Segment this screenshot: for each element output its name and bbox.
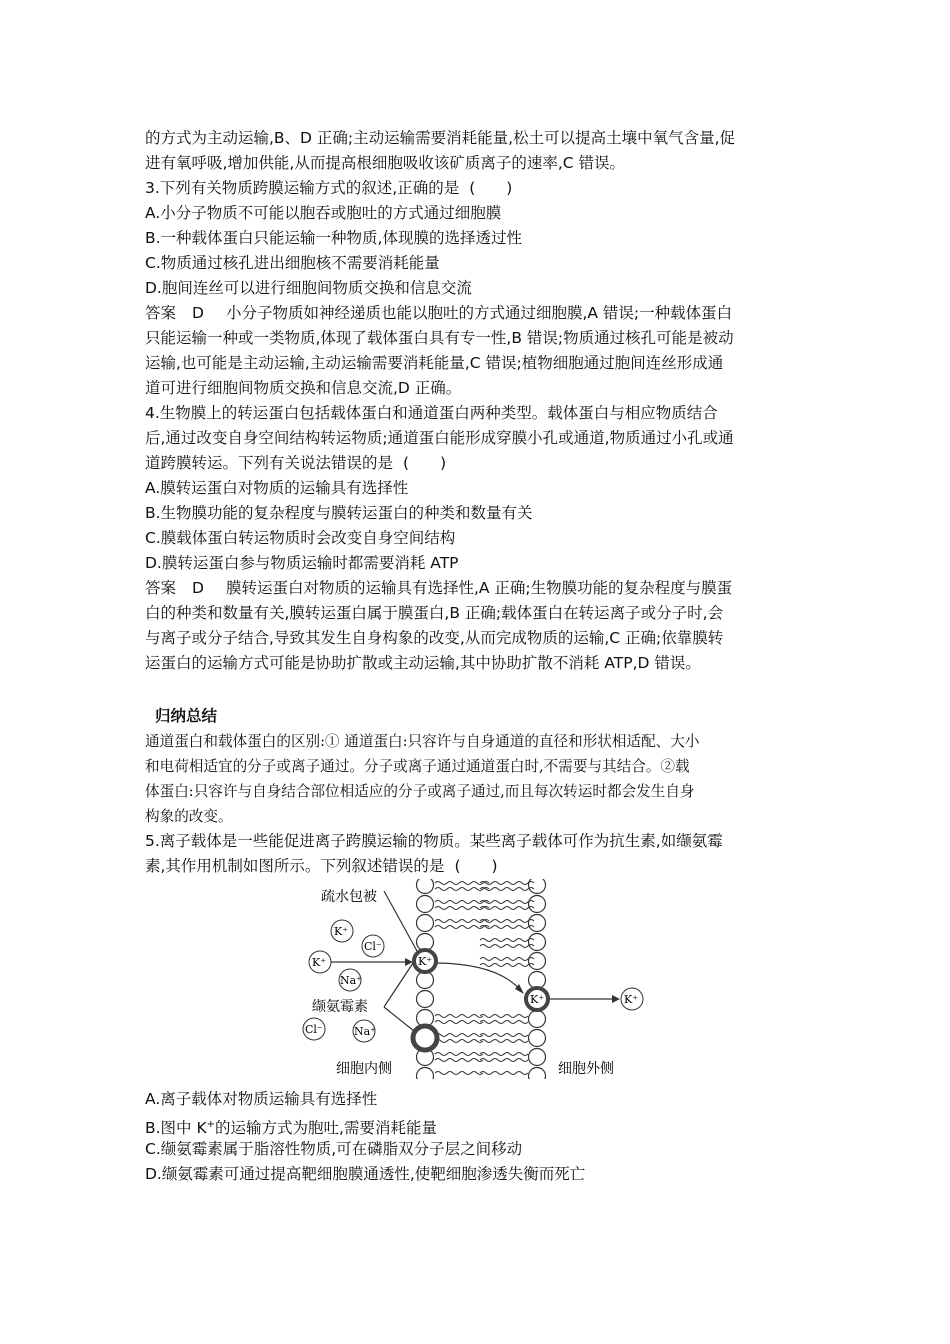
q3-option-c: C.物质通过核孔进出细胞核不需要消耗能量 (145, 254, 440, 272)
document-page (145, 126, 810, 1187)
ion-k-in-carrier-right: K⁺ (530, 993, 545, 1006)
q4-blank: ( ) (403, 454, 447, 472)
q4-explanation-2: 白的种类和数量有关,膜转运蛋白属于膜蛋白,B 正确;载体蛋白在转运离子或分子时,会 (145, 604, 724, 622)
pointer-valinomycin-1 (384, 963, 413, 1007)
label-hydrophobic: 疏水包被 (321, 889, 377, 905)
q3-explanation-1: 小分子物质如神经递质也能以胞吐的方式通过细胞膜,A 错误;一种载体蛋白 (225, 304, 733, 322)
q4-option-c: C.膜载体蛋白转运物质时会改变自身空间结构 (145, 529, 456, 547)
summary-title: 归纳总结 (155, 707, 218, 725)
ion-na-2: Na⁺ (354, 1025, 376, 1038)
prev-answer-line-2: 进有氧呼吸,增加供能,从而提高根细胞吸收该矿质离子的速率,C 错误。 (145, 154, 626, 172)
q3-explanation-3: 运输,也可能是主动运输,主动运输需要消耗能量,C 错误;植物细胞通过胞间连丝形成通 (145, 354, 724, 372)
pointer-hydrophobic (384, 891, 417, 951)
q3-answer (145, 301, 810, 326)
q4-stem-1: 4.生物膜上的转运蛋白包括载体蛋白和通道蛋白两种类型。载体蛋白与相应物质结合 (145, 404, 718, 422)
ion-k-1: K⁺ (334, 925, 349, 938)
q3-option-d: D.胞间连丝可以进行细胞间物质交换和信息交流 (145, 279, 472, 297)
q3-stem (145, 176, 810, 201)
q5-stem-2-text: 素,其作用机制如图所示。下列叙述错误的是 (145, 857, 445, 875)
summary-line-3: 体蛋白:只容许与自身结合部位相适应的分子或离子通过,而且每次转运时都会发生自身 (145, 783, 695, 800)
arrow-carrier-move (437, 963, 522, 992)
ion-cl-1: Cl⁻ (364, 940, 382, 953)
ion-na-1: Na⁺ (340, 974, 362, 987)
label-inside: 细胞内侧 (336, 1061, 392, 1077)
lipid-tails (435, 882, 534, 1075)
valinomycin-figure (145, 879, 810, 1079)
q4-option-b: B.生物膜功能的复杂程度与膜转运蛋白的种类和数量有关 (145, 504, 533, 522)
ion-cl-2: Cl⁻ (305, 1023, 323, 1036)
membrane-right-heads (529, 879, 546, 1079)
label-valinomycin: 缬氨霉素 (312, 999, 368, 1015)
q5-option-a: A.离子载体对物质运输具有选择性 (145, 1090, 378, 1108)
prev-answer-line-1: 的方式为主动运输,B、D 正确;主动运输需要消耗能量,松土可以提高土壤中氧气含量,促 (145, 129, 736, 147)
q5-stem-2 (145, 854, 810, 879)
q3-answer-label: 答案 (145, 304, 177, 322)
q4-option-d: D.膜转运蛋白参与物质运输时都需要消耗 ATP (145, 554, 459, 572)
q4-stem-3 (145, 451, 810, 476)
summary-line-2: 和电荷相适宜的分子或离子通过。分子或离子通过通道蛋白时,不需要与其结合。②载 (145, 758, 690, 775)
q5-option-b-sup: + (206, 1119, 216, 1130)
q4-option-a: A.膜转运蛋白对物质的运输具有选择性 (145, 479, 409, 497)
summary-line-4: 构象的改变。 (145, 808, 233, 825)
q4-answer (145, 576, 810, 601)
summary-line-1: 通道蛋白和载体蛋白的区别:① 通道蛋白:只容许与自身通道的直径和形状相适配、大小 (145, 733, 700, 750)
q5-option-d: D.缬氨霉素可通过提高靶细胞膜通透性,使靶细胞渗透失衡而死亡 (145, 1165, 586, 1183)
q3-stem-text: 3.下列有关物质跨膜运输方式的叙述,正确的是 (145, 179, 460, 197)
q3-option-a: A.小分子物质不可能以胞吞或胞吐的方式通过细胞膜 (145, 204, 502, 222)
q5-stem-1: 5.离子载体是一些能促进离子跨膜运输的物质。某些离子载体可作为抗生素,如缬氨霉 (145, 832, 723, 850)
q4-answer-label: 答案 (145, 579, 177, 597)
q3-blank: ( ) (469, 179, 513, 197)
q4-answer-letter: D (192, 579, 204, 597)
ion-k-out: K⁺ (624, 993, 639, 1006)
q4-stem-2: 后,通过改变自身空间结构转运物质;通道蛋白能形成穿膜小孔或通道,物质通过小孔或通 (145, 429, 734, 447)
q4-explanation-1: 膜转运蛋白对物质的运输具有选择性,A 正确;生物膜功能的复杂程度与膜蛋 (225, 579, 733, 597)
ion-k-2: K⁺ (312, 956, 327, 969)
q4-explanation-3: 与离子或分子结合,导致其发生自身构象的改变,从而完成物质的运输,C 正确;依靠膜转 (145, 629, 724, 647)
membrane-diagram (300, 879, 650, 1079)
label-outside: 细胞外侧 (558, 1061, 614, 1077)
q4-stem-3-text: 道跨膜转运。下列有关说法错误的是 (145, 454, 394, 472)
q5-option-b (145, 1112, 810, 1137)
q3-answer-letter: D (192, 304, 204, 322)
q5-option-b-pre: B.图中 K (145, 1119, 207, 1138)
q5-option-c: C.缬氨霉素属于脂溶性物质,可在磷脂双分子层之间移动 (145, 1140, 523, 1158)
q5-blank: ( ) (454, 857, 498, 875)
spacer (145, 676, 810, 702)
valinomycin-carrier-left-bottom (413, 1026, 437, 1050)
q4-explanation-4: 运蛋白的运输方式可能是协助扩散或主动运输,其中协助扩散不消耗 ATP,D 错误。 (145, 654, 701, 672)
ion-k-in-carrier: K⁺ (418, 955, 433, 968)
q3-option-b: B.一种载体蛋白只能运输一种物质,体现膜的选择透过性 (145, 229, 522, 247)
q5-option-b-post: 的运输方式为胞吐,需要消耗能量 (215, 1119, 437, 1138)
q3-explanation-4: 道可进行细胞间物质交换和信息交流,D 正确。 (145, 379, 462, 397)
q3-explanation-2: 只能运输一种或一类物质,体现了载体蛋白具有专一性,B 错误;物质通过核孔可能是被动 (145, 329, 734, 347)
pointer-valinomycin-2 (384, 1007, 414, 1031)
